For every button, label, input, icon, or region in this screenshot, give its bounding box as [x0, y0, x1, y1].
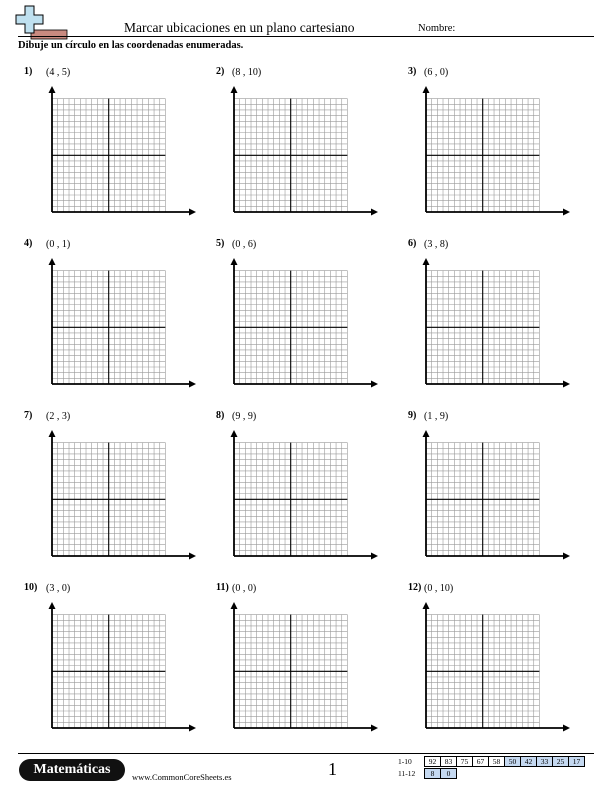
coordinate-label: (0 , 0): [232, 583, 257, 594]
coordinate-grid[interactable]: [420, 258, 572, 388]
coordinate-label: (2 , 3): [46, 411, 71, 422]
coordinate-label: (0 , 6): [232, 239, 257, 250]
x-axis-arrow-icon: [371, 725, 378, 732]
problem-1: [24, 66, 214, 238]
coordinate-label: (9 , 9): [232, 411, 257, 422]
coordinate-label: (3 , 0): [46, 583, 71, 594]
coordinate-grid[interactable]: [46, 258, 198, 388]
site-url[interactable]: www.CommonCoreSheets.es: [132, 772, 232, 782]
worksheet-title: Marcar ubicaciones en un plano cartesiano: [124, 20, 355, 35]
score-key-cell: 50: [505, 757, 521, 767]
y-axis-arrow-icon: [423, 86, 430, 93]
problem-number: 11): [216, 582, 229, 593]
problem-2: [216, 66, 406, 238]
coordinate-label: (6 , 0): [424, 67, 449, 78]
score-key-cell: 33: [537, 757, 553, 767]
brand-badge: Matemáticas: [19, 759, 125, 781]
y-axis-arrow-icon: [49, 602, 56, 609]
x-axis-arrow-icon: [563, 381, 570, 388]
score-key-row1: [424, 756, 585, 767]
x-axis-arrow-icon: [371, 381, 378, 388]
x-axis-arrow-icon: [189, 725, 196, 732]
coordinate-grid[interactable]: [46, 86, 198, 216]
score-key-cell: 75: [457, 757, 473, 767]
problem-10: [24, 582, 214, 754]
problem-11: [216, 582, 406, 754]
score-key-cell: 25: [553, 757, 569, 767]
coordinate-grid[interactable]: [228, 86, 380, 216]
score-key-cell: 17: [569, 757, 585, 767]
y-axis-arrow-icon: [423, 602, 430, 609]
y-axis-arrow-icon: [231, 86, 238, 93]
score-key-row1-label: 1-10: [398, 757, 412, 766]
coordinate-label: (1 , 9): [424, 411, 449, 422]
score-key-cell: 83: [441, 757, 457, 767]
score-key-cell: 92: [425, 757, 441, 767]
coordinate-label: (4 , 5): [46, 67, 71, 78]
problem-9: [408, 410, 598, 582]
instructions: Dibuje un círculo en las coordenadas enumeradas.: [18, 40, 244, 51]
y-axis-arrow-icon: [231, 430, 238, 437]
score-key-cell: 8: [425, 769, 441, 779]
problem-number: 6): [408, 238, 417, 249]
score-key-cell: 0: [441, 769, 457, 779]
problem-number: 7): [24, 410, 33, 421]
y-axis-arrow-icon: [231, 602, 238, 609]
plus-logo-icon: [14, 4, 74, 40]
score-key-row2: [424, 768, 457, 779]
problem-number: 1): [24, 66, 33, 77]
problem-number: 8): [216, 410, 225, 421]
problem-6: [408, 238, 598, 410]
problem-number: 3): [408, 66, 417, 77]
score-key-row2-label: 11-12: [398, 769, 416, 778]
coordinate-label: (3 , 8): [424, 239, 449, 250]
problem-8: [216, 410, 406, 582]
y-axis-arrow-icon: [231, 258, 238, 265]
problem-number: 2): [216, 66, 225, 77]
y-axis-arrow-icon: [49, 86, 56, 93]
problem-number: 5): [216, 238, 225, 249]
name-label: Nombre:: [418, 23, 456, 34]
header-divider: [18, 36, 594, 37]
problem-12: [408, 582, 598, 754]
score-key-cell: 58: [489, 757, 505, 767]
coordinate-grid[interactable]: [46, 602, 198, 732]
problem-number: 4): [24, 238, 33, 249]
problem-5: [216, 238, 406, 410]
footer-divider: [18, 753, 594, 754]
coordinate-grid[interactable]: [46, 430, 198, 560]
x-axis-arrow-icon: [189, 381, 196, 388]
problem-7: [24, 410, 214, 582]
coordinate-grid[interactable]: [228, 602, 380, 732]
coordinate-grid[interactable]: [420, 86, 572, 216]
x-axis-arrow-icon: [563, 553, 570, 560]
score-key-cell: 42: [521, 757, 537, 767]
coordinate-label: (8 , 10): [232, 67, 262, 78]
coordinate-label: (0 , 1): [46, 239, 71, 250]
page-number: 1: [328, 759, 337, 779]
y-axis-arrow-icon: [423, 258, 430, 265]
y-axis-arrow-icon: [49, 430, 56, 437]
x-axis-arrow-icon: [563, 725, 570, 732]
x-axis-arrow-icon: [189, 209, 196, 216]
coordinate-grid[interactable]: [228, 430, 380, 560]
problem-number: 9): [408, 410, 417, 421]
coordinate-grid[interactable]: [228, 258, 380, 388]
x-axis-arrow-icon: [371, 209, 378, 216]
problem-4: [24, 238, 214, 410]
y-axis-arrow-icon: [423, 430, 430, 437]
x-axis-arrow-icon: [563, 209, 570, 216]
coordinate-grid[interactable]: [420, 430, 572, 560]
score-key-cell: 67: [473, 757, 489, 767]
problem-number: 12): [408, 582, 422, 593]
x-axis-arrow-icon: [189, 553, 196, 560]
coordinate-grid[interactable]: [420, 602, 572, 732]
problem-3: [408, 66, 598, 238]
coordinate-label: (0 , 10): [424, 583, 454, 594]
x-axis-arrow-icon: [371, 553, 378, 560]
problem-number: 10): [24, 582, 38, 593]
y-axis-arrow-icon: [49, 258, 56, 265]
